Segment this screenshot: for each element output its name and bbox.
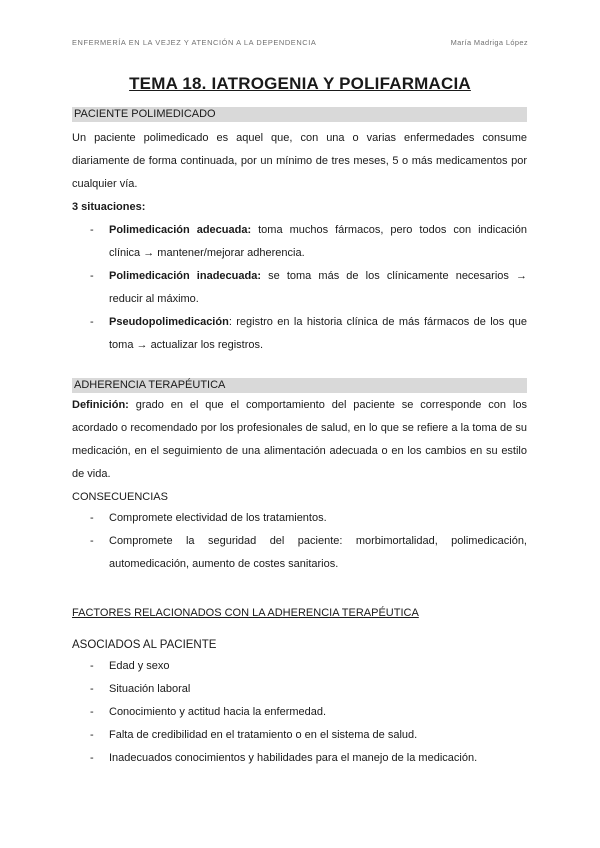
dash-bullet: - — [90, 729, 94, 741]
definition-label: Definición: — [72, 399, 129, 411]
situations-label: 3 situaciones: — [72, 201, 146, 213]
item-text: : registro en la historia clínica de más fármacos de los que toma → actualizar los registros. — [109, 316, 527, 351]
situations-list — [72, 219, 527, 357]
item-text: toma muchos fármacos, pero todos con indicación clínica → mantener/mejorar adherencia. — [109, 224, 527, 259]
definition-text: grado en el que el comportamiento del paciente se corresponde con los acordado o recomendado por los profesionales de salud, en lo que se refiere a la toma de su medicación, en el seguimiento de una alimentación adecuada o en los cambios en su estilo de vida. — [72, 399, 527, 480]
dash-bullet: - — [90, 512, 94, 524]
list-item — [72, 655, 527, 678]
section-factores-adherencia — [72, 606, 527, 770]
item-term: Polimedicación inadecuada: — [109, 270, 261, 282]
item-text: Situación laboral — [109, 683, 191, 695]
list-item — [72, 311, 527, 357]
section-heading: ADHERENCIA TERAPÉUTICA — [72, 378, 527, 393]
dash-bullet: - — [90, 270, 94, 282]
section-adherencia-terapeutica — [72, 378, 527, 576]
section-heading: FACTORES RELACIONADOS CON LA ADHERENCIA TERAPÉUTICA — [72, 607, 419, 619]
list-item — [72, 530, 527, 576]
intro-paragraph: Un paciente polimedicado es aquel que, con una o varias enfermedades consume diariamente de forma continuada, por un mínimo de tres meses, 5 o más medicamentos por cualquier vía. — [72, 132, 527, 190]
item-text: se toma más de los clínicamente necesarios → reducir al máximo. — [109, 270, 528, 305]
section-heading: PACIENTE POLIMEDICADO — [72, 107, 527, 122]
header-course-title: ENFERMERÍA EN LA VEJEZ Y ATENCIÓN A LA DEPENDENCIA — [72, 38, 317, 47]
item-text: Inadecuados conocimientos y habilidades para el manejo de la medicación. — [109, 752, 478, 764]
sub-heading: ASOCIADOS AL PACIENTE — [72, 639, 217, 651]
page-title: TEMA 18. IATROGENIA Y POLIFARMACIA — [129, 74, 471, 93]
factors-list — [72, 655, 527, 770]
dash-bullet: - — [90, 535, 94, 547]
dash-bullet: - — [90, 660, 94, 672]
page-header — [72, 38, 528, 50]
consequences-label: CONSECUENCIAS — [72, 491, 168, 503]
item-term: Polimedicación adecuada: — [109, 224, 252, 236]
list-item — [72, 678, 527, 701]
list-item — [72, 219, 527, 265]
list-item — [72, 701, 527, 724]
section-paciente-polimedicado — [72, 107, 527, 357]
consequences-list — [72, 507, 527, 576]
dash-bullet: - — [90, 224, 94, 236]
dash-bullet: - — [90, 752, 94, 764]
item-term: Pseudopolimedicación — [109, 316, 229, 328]
list-item — [72, 724, 527, 747]
dash-bullet: - — [90, 683, 94, 695]
definition-paragraph — [72, 394, 527, 486]
item-text: Falta de credibilidad en el tratamiento o en el sistema de salud. — [109, 729, 418, 741]
item-text: Conocimiento y actitud hacia la enfermedad. — [109, 706, 327, 718]
dash-bullet: - — [90, 316, 94, 328]
item-text: Compromete la seguridad del paciente: morbimortalidad, polimedicación, automedicación, aumento de costes sanitarios. — [109, 535, 527, 570]
header-author: María Madriga López — [450, 38, 528, 47]
list-item — [72, 747, 527, 770]
item-text: Compromete electividad de los tratamientos. — [109, 512, 327, 524]
dash-bullet: - — [90, 706, 94, 718]
item-text: Edad y sexo — [109, 660, 170, 672]
list-item — [72, 507, 527, 530]
list-item — [72, 265, 527, 311]
